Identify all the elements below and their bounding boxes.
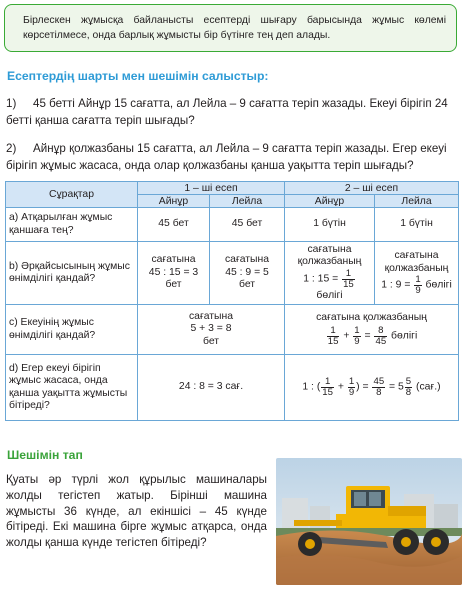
compare-section-title: Есептердің шарты мен шешімін салыстыр: (7, 69, 269, 83)
fraction-numerator: 45 (373, 376, 385, 387)
header-p1-leila: Лейла (210, 195, 285, 208)
row-b-p1-ainur-mid: 45 : 15 = 3 (148, 266, 199, 278)
row-a-p2-leila: 1 бүтін (375, 208, 459, 242)
row-c-p2-tail: бөлігі (391, 330, 418, 342)
row-b-p2-ainur-eq: 1 : 15 = (303, 273, 339, 284)
row-d-p1: 24 : 8 = 3 сағ. (138, 355, 285, 421)
fraction-denominator: 8 (405, 387, 412, 398)
fraction-numerator: 5 (405, 376, 412, 387)
comparison-table (5, 181, 459, 421)
row-b-p1-leila-mid: 45 : 9 = 5 (225, 266, 269, 278)
row-a-p2-ainur: 1 бүтін (285, 208, 375, 242)
problem-1-text: 45 бетті Айнұр 15 сағатта, ал Лейла – 9 сағатта теріп жазады. Екеуі бірігіп 24 бетті қанша сағатта теріп шығады? (6, 97, 448, 127)
row-c-p2-top: сағатына қолжазбаның (316, 311, 427, 323)
header-p2-ainur: Айнұр (285, 195, 375, 208)
header-problem-1: 1 – ші есеп (138, 182, 285, 195)
row-b-p1-ainur (138, 242, 210, 305)
fraction-numerator: 1 (321, 377, 334, 388)
table-row (6, 355, 459, 421)
row-b-p1-leila (210, 242, 285, 305)
fraction-denominator: 45 (375, 336, 387, 348)
fraction-numerator: 8 (374, 326, 387, 337)
row-b-p2-leila-bot: бөлігі (425, 279, 452, 291)
road-grader-illustration (276, 458, 462, 585)
fraction (348, 377, 355, 398)
fraction (414, 275, 421, 296)
table-header-row-1 (6, 182, 459, 195)
solve-task-text: Қуаты әр түрлі жол құрылыс машиналары жолды тегістеп жатыр. Бірінші машина жұмысты 36 күнде, ал екіншісі – 45 күнде бітіреді. Екі машина бірге жұмыс атқарса, онда жолды қанша күнде тегістеп бітіреді? (6, 473, 267, 550)
table-row (6, 242, 459, 305)
row-b-p1-ainur-bot: бет (165, 279, 182, 291)
header-questions: Сұрақтар (6, 182, 138, 208)
fraction-denominator: 15 (343, 278, 354, 290)
row-c-p1-mid: 5 + 3 = 8 (190, 323, 232, 335)
fraction-denominator: 9 (348, 387, 355, 398)
row-c-question: с) Екеуінің жұмыс өнімділігі қандай? (6, 305, 138, 355)
fraction (353, 326, 360, 347)
problem-2-text: Айнұр қолжазбаны 15 сағатта, ал Лейла – 9 сағатта теріп жазады. Егер екеуі бірігіп жұмыс жасаса, онда олар қолжазбаны қанша уақытта теріп шығады? (6, 142, 447, 172)
problem-1-number: 1) (6, 97, 17, 110)
fraction-denominator: 15 (327, 336, 339, 348)
row-b-question: b) Әрқайсысының жұмыс өнімділігі қандай? (6, 242, 138, 305)
fraction (372, 377, 385, 398)
problem-2 (6, 140, 461, 174)
row-b-p2-leila-top2: қолжазбаның (384, 262, 449, 274)
fraction-numerator: 1 (415, 274, 421, 285)
row-b-p2-leila (375, 242, 459, 305)
fraction (342, 269, 355, 290)
road-grader-photo (276, 458, 462, 585)
header-p2-leila: Лейла (375, 195, 459, 208)
row-b-p2-leila-top: сағатына (394, 250, 439, 261)
row-d-p2-close: ) = (356, 381, 369, 393)
table-row (6, 208, 459, 242)
problem-1 (6, 95, 461, 129)
row-c-p1-bot: бет (202, 335, 220, 347)
plus-sign: + (343, 330, 350, 342)
row-d-p2-eq: = 5 (389, 381, 404, 393)
row-c-p1-top: сағатына (188, 310, 234, 322)
fraction-denominator: 9 (415, 285, 421, 296)
row-b-p2-leila-eq: 1 : 9 = (381, 279, 411, 291)
fraction-numerator: 1 (342, 269, 355, 280)
fraction-denominator: 8 (376, 387, 382, 398)
row-c-p1 (138, 305, 285, 355)
fraction-denominator: 9 (354, 336, 360, 348)
row-d-p2-pre: 1 : ( (302, 381, 321, 393)
fraction (374, 326, 387, 347)
problem-2-number: 2) (6, 142, 17, 155)
header-p1-ainur: Айнұр (138, 195, 210, 208)
solve-section-title: Шешімін тап (7, 448, 83, 462)
row-c-p2 (285, 305, 459, 355)
row-b-p1-leila-top: сағатына (224, 254, 270, 266)
fraction-numerator: 1 (327, 326, 340, 337)
header-problem-2: 2 – ші есеп (285, 182, 459, 195)
fraction-denominator: 15 (322, 387, 333, 398)
row-b-p1-leila-bot: бет (238, 279, 256, 291)
equals-sign: = (364, 330, 371, 342)
plus-sign: + (337, 381, 344, 393)
row-b-p2-ainur-bot: бөлігі (316, 289, 343, 301)
row-b-p1-ainur-top: сағатына (151, 254, 196, 266)
fraction-numerator: 1 (354, 325, 360, 337)
row-d-p2-tail: (сағ.) (416, 381, 441, 393)
row-b-p2-ainur (285, 242, 375, 305)
note-box (4, 4, 457, 52)
table-row (6, 305, 459, 355)
row-d-question: d) Егер екеуі бірігіп жұмыс жасаса, онда қанша уақытта жұмысты бітіреді? (6, 355, 138, 421)
row-a-question: а) Атқарылған жұмыс қаншаға тең? (6, 208, 138, 242)
note-text: Бірлескен жұмысқа байланысты есептерді шығару барысында жұмыс көлемі көрсетілмесе, онда барлық жұмысты бір бүтінге тең деп алады. (23, 15, 446, 41)
row-b-p2-ainur-top: сағатына (307, 243, 352, 255)
fraction (321, 377, 334, 398)
row-d-p2 (285, 355, 459, 421)
row-b-p2-ainur-top2: қолжазбаның (297, 256, 362, 268)
row-a-p1-leila: 45 бет (210, 208, 285, 242)
fraction (327, 326, 340, 347)
fraction-numerator: 1 (348, 376, 355, 387)
fraction (405, 377, 412, 398)
row-a-p1-ainur: 45 бет (138, 208, 210, 242)
